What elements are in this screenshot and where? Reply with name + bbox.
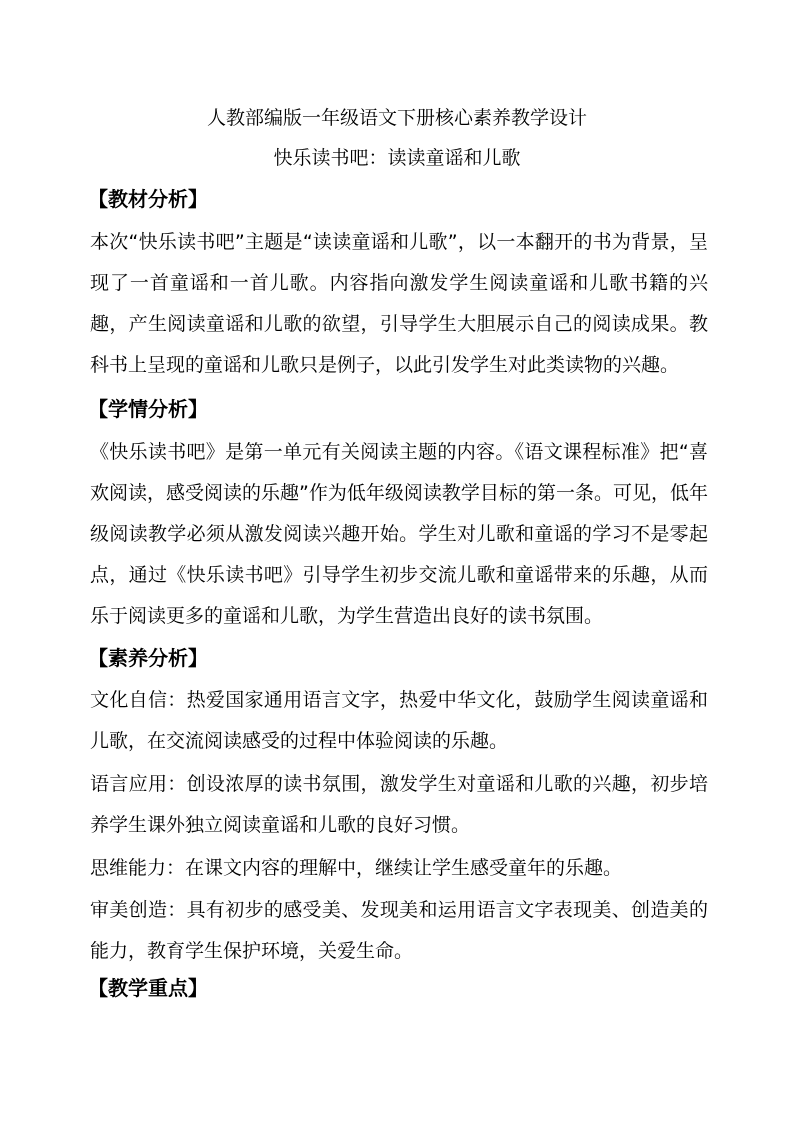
- section-heading-textbook-analysis: 【教材分析】: [88, 187, 208, 211]
- section-heading-teaching-focus: 【教学重点】: [88, 976, 208, 1000]
- paragraph-learner-analysis: 《快乐读书吧》是第一单元有关阅读主题的内容。《语文课程标准》把“喜欢阅读，感受阅读的乐趣”作为低年级阅读教学目标的第一条。可见，低年级阅读教学必须从激发阅读兴趣开始。学生对儿歌和童谣的学习不是零起点，通过《快乐读书吧》引导学生初步交流儿歌和童谣带来的乐趣，从而乐于阅读更多的童谣和儿歌，为学生营造出良好的读书氛围。: [90, 441, 708, 627]
- paragraph-textbook-analysis: 本次“快乐读书吧”主题是“读读童谣和儿歌”，以一本翻开的书为背景，呈现了一首童谣和一首儿歌。内容指向激发学生阅读童谣和儿歌书籍的兴趣，产生阅读童谣和儿歌的欲望，引导学生大胆展示自己的阅读成果。教科书上呈现的童谣和儿歌只是例子，以此引发学生对此类读物的兴趣。: [90, 231, 708, 376]
- document-title: 人教部编版一年级语文下册核心素养教学设计: [206, 107, 587, 129]
- paragraph-cultural-confidence: 文化自信：热爱国家通用语言文字，热爱中华文化，鼓励学生阅读童谣和儿歌，在交流阅读感受的过程中体验阅读的乐趣。: [90, 689, 708, 752]
- section-heading-literacy-analysis: 【素养分析】: [88, 646, 208, 670]
- paragraph-aesthetic-creation: 审美创造：具有初步的感受美、发现美和运用语言文字表现美、创造美的能力，教育学生保护环境，关爱生命。: [90, 899, 708, 962]
- document-subtitle: 快乐读书吧：读读童谣和儿歌: [273, 147, 521, 169]
- paragraph-language-application: 语言应用：创设浓厚的读书氛围，激发学生对童谣和儿歌的兴趣，初步培养学生课外独立阅读童谣和儿歌的良好习惯。: [90, 773, 708, 836]
- section-heading-learner-analysis: 【学情分析】: [88, 397, 208, 421]
- paragraph-thinking-ability: 思维能力：在课文内容的理解中，继续让学生感受童年的乐趣。: [90, 857, 623, 879]
